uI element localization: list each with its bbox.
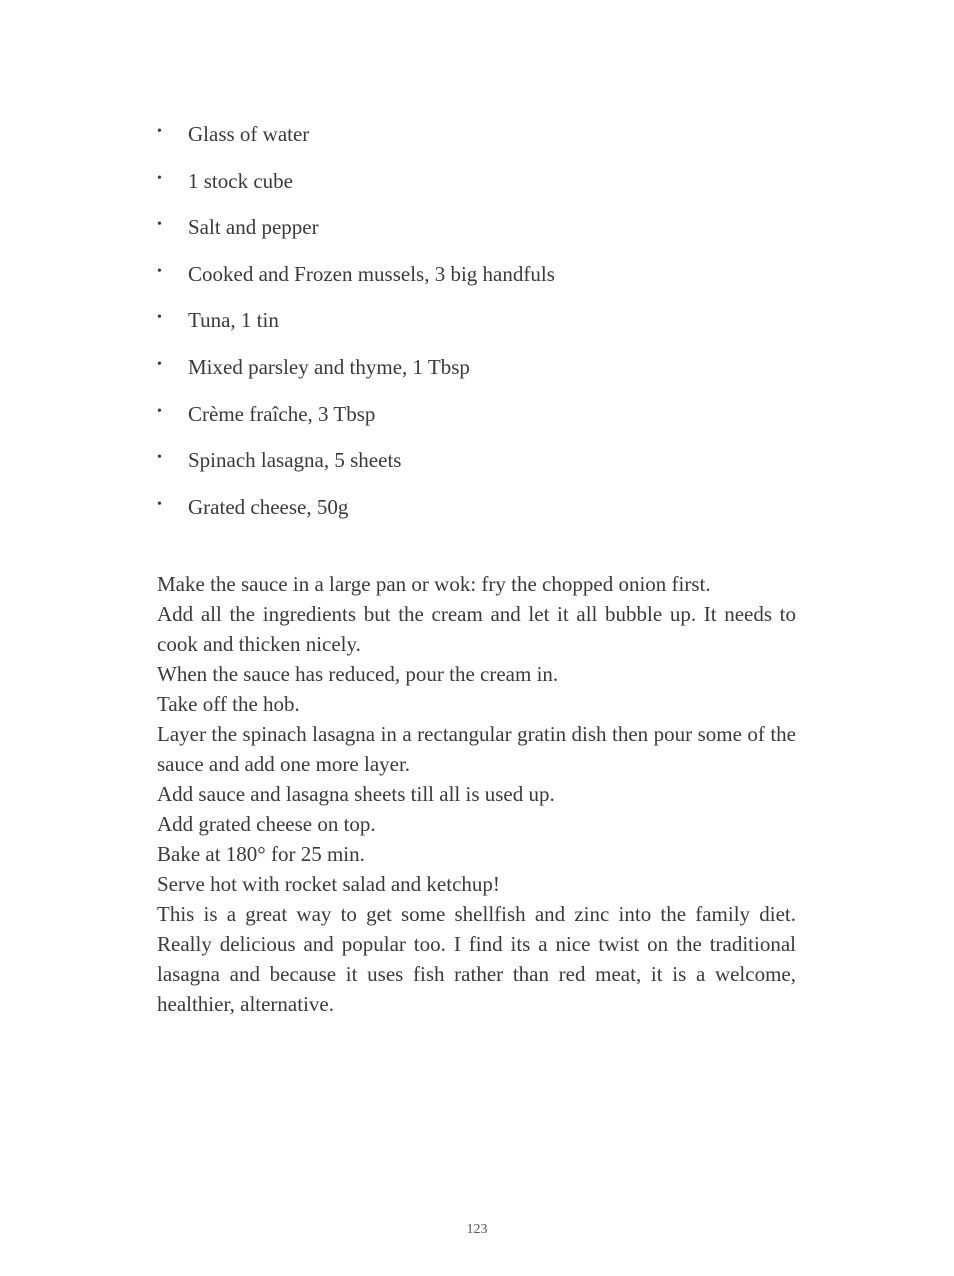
ingredient-text: Salt and pepper [188,215,319,240]
bullet-icon: • [157,124,162,139]
list-item [157,119,797,166]
instruction-paragraph: Bake at 180° for 25 min. [157,842,365,866]
instructions-body [157,569,796,1019]
list-item [157,305,797,352]
list-item [157,399,797,446]
ingredient-text: Cooked and Frozen mussels, 3 big handfuls [188,261,555,286]
instruction-paragraph: Layer the spinach lasagna in a rectangular gratin dish then pour some of the sauce and add one more layer. [157,722,796,776]
instruction-paragraph: When the sauce has reduced, pour the cream in. [157,662,559,686]
list-item [157,166,797,213]
bullet-icon: • [157,496,162,512]
ingredient-text: 1 stock cube [188,168,293,193]
bullet-icon: • [157,403,162,419]
bullet-icon: • [157,170,162,186]
instruction-paragraph: Take off the hob. [157,692,300,716]
instruction-paragraph: Make the sauce in a large pan or wok: fry the chopped onion first. [157,572,711,596]
instruction-paragraph: Add grated cheese on top. [157,812,376,836]
ingredient-text: Spinach lasagna, 5 sheets [188,448,402,473]
list-item [157,212,797,259]
list-item [157,259,797,306]
bullet-icon: • [157,217,162,233]
page-number: 123 [466,1222,488,1237]
ingredient-text: Tuna, 1 tin [188,308,279,333]
list-item [157,352,797,399]
ingredient-text: Glass of water [188,122,310,146]
bullet-icon: • [157,450,162,466]
list-item [157,445,797,492]
instruction-paragraph: This is a great way to get some shellfish and zinc into the family diet. Really delicious and popular too. I find its a nice twist on the traditional lasagna and because it uses fish rather than red meat, it is a welcome, healthier, alternative. [157,902,796,1016]
ingredient-text: Mixed parsley and thyme, 1 Tbsp [188,354,470,379]
ingredient-text: Grated cheese, 50g [188,494,349,519]
instruction-paragraph: Serve hot with rocket salad and ketchup! [157,872,500,896]
list-item [157,492,797,539]
ingredient-text: Crème fraîche, 3 Tbsp [188,401,376,426]
bullet-icon: • [157,310,162,326]
ingredient-list [157,119,797,538]
instruction-paragraph: Add sauce and lasagna sheets till all is used up. [157,782,555,806]
bullet-icon: • [157,356,162,372]
bullet-icon: • [157,263,162,279]
instruction-paragraph: Add all the ingredients but the cream and let it all bubble up. It needs to cook and thicken nicely. [157,602,796,656]
